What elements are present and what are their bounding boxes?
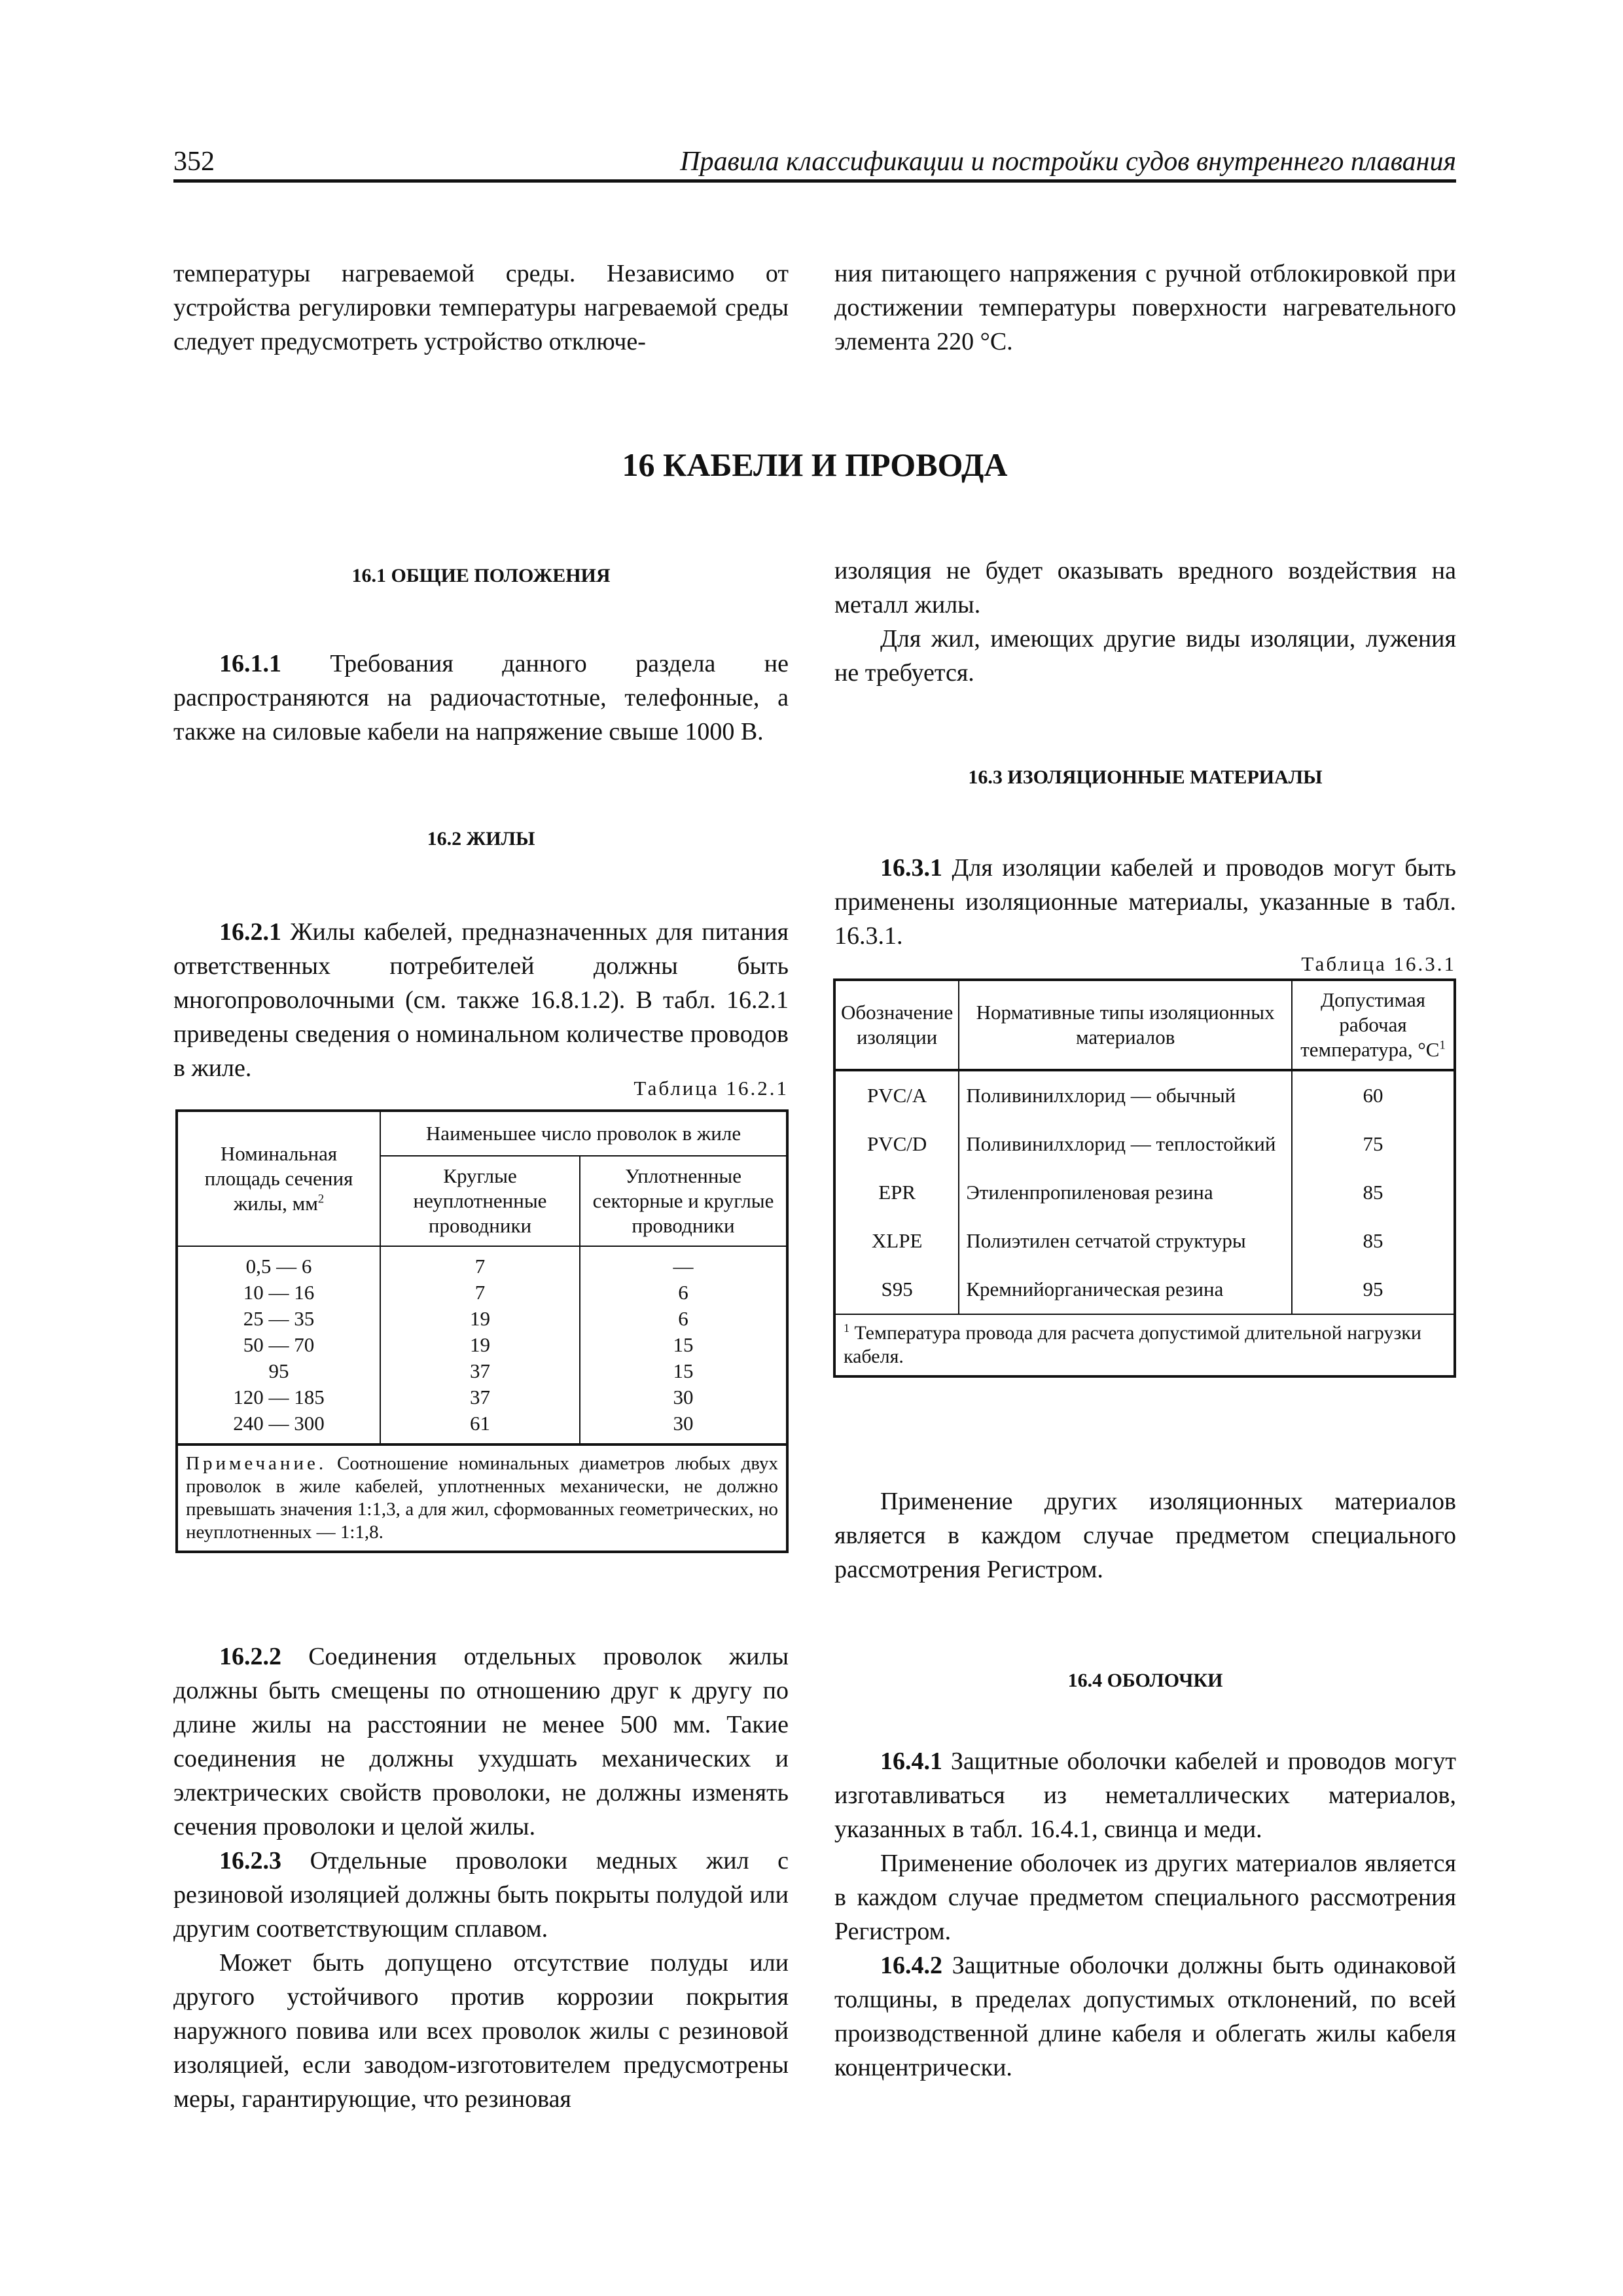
material-name: Кремнийорганическая резина xyxy=(959,1265,1292,1314)
header-compact-conductors: Уплотненные секторные и круглые проводники xyxy=(580,1156,787,1246)
material-name: Поливинилхлорид — теплостойкий xyxy=(959,1120,1292,1168)
max-temperature: 60 xyxy=(1292,1070,1455,1120)
clause-text: Для изоляции кабелей и проводов могут быть применены изоляционные материалы, указанные в табл. 16.3.1. xyxy=(834,854,1456,950)
table-cell: — xyxy=(673,1255,694,1278)
table-row xyxy=(834,1070,1455,1120)
table-cell: 240 — 300 xyxy=(233,1412,325,1435)
section-16-4-text xyxy=(834,1744,1456,2085)
table-cell: 19 xyxy=(470,1333,490,1356)
table-note xyxy=(177,1444,787,1552)
max-temperature: 85 xyxy=(1292,1168,1455,1217)
paragraph-16-1-1 xyxy=(173,647,789,749)
table-footnote-row xyxy=(834,1314,1455,1376)
table-16-3-1 xyxy=(833,978,1456,1378)
clause-number: 16.4.2 xyxy=(880,1952,942,1979)
insulation-code: XLPE xyxy=(834,1217,959,1265)
table-cell: 0,5 — 6 xyxy=(245,1255,312,1278)
clause-text: Отдельные проволоки медных жил с резиновой изоляцией должны быть покрыты полудой или другим соответствующим сплавом. xyxy=(173,1847,789,1943)
insulation-code: EPR xyxy=(834,1168,959,1217)
table-cell: 7 xyxy=(474,1255,486,1278)
max-temperature: 75 xyxy=(1292,1120,1455,1168)
insulation-code: PVC/D xyxy=(834,1120,959,1168)
column-sections xyxy=(177,1246,380,1444)
table-cell: 10 — 16 xyxy=(243,1281,315,1304)
max-temperature: 85 xyxy=(1292,1217,1455,1265)
paragraph-other-insulation: Для жил, имеющих другие виды изоляции, лужения не требуется. xyxy=(834,625,1456,687)
material-name: Полиэтилен сетчатой структуры xyxy=(959,1217,1292,1265)
table-cell: 120 — 185 xyxy=(233,1386,325,1408)
section-heading-16-1: 16.1 ОБЩИЕ ПОЛОЖЕНИЯ xyxy=(351,565,611,586)
table-16-2-1-caption: Таблица 16.2.1 xyxy=(633,1077,789,1100)
table-cell: 25 — 35 xyxy=(243,1307,315,1330)
table-row xyxy=(834,1217,1455,1265)
section-heading-16-2: 16.2 ЖИЛЫ xyxy=(427,828,535,850)
paragraph-16-2-3-cont: Может быть допущено отсутствие полуды или другого устойчивого против коррозии покрытия наружного повива или всех проволок жилы с резиновой изоляцией, если заводом-изготовителем предусмотрены меры, гарантирующие, что резиновая xyxy=(173,1949,789,2113)
paragraph-16-3-1 xyxy=(834,851,1456,953)
table-row xyxy=(834,1120,1455,1168)
top-right-text-block xyxy=(834,257,1456,359)
header-label: Допустимая рабочая температура, °С xyxy=(1300,988,1440,1061)
paragraph-16-2-2 xyxy=(173,1640,789,1844)
table-body-row xyxy=(177,1246,787,1444)
superscript: 1 xyxy=(1439,1038,1446,1052)
section-16-1-text xyxy=(173,647,789,749)
paragraph-16-2-3 xyxy=(173,1844,789,1946)
table-row xyxy=(834,1265,1455,1314)
paragraph-16-4-1 xyxy=(834,1744,1456,1846)
paragraph-other-sheaths: Применение оболочек из других материалов является в каждом случае предметом специального рассмотрения Регистром. xyxy=(834,1850,1456,1945)
section-heading-16-3: 16.3 ИЗОЛЯЦИОННЫЕ МАТЕРИАЛЫ xyxy=(968,766,1323,788)
note-text: Соотношение номинальных диаметров любых двух проволок в жиле кабелей, уплотненных механически, не должно превышать значения 1:1,3, а для жил, сформованных геометрических, но неуплотненных — 1:1,8. xyxy=(186,1453,778,1543)
paragraph-16-4-2 xyxy=(834,1948,1456,2085)
insulation-code: S95 xyxy=(834,1265,959,1314)
section-16-2-text xyxy=(173,915,789,1085)
table-note-row xyxy=(177,1444,787,1552)
table-cell: 15 xyxy=(673,1359,694,1382)
paragraph-16-2-1 xyxy=(173,915,789,1085)
table-cell: 61 xyxy=(470,1412,490,1435)
table-cell: 30 xyxy=(673,1412,694,1435)
section-heading-16-4: 16.4 ОБОЛОЧКИ xyxy=(1067,1670,1223,1691)
header-rule xyxy=(173,179,1456,183)
table-header-row xyxy=(177,1111,787,1156)
table-cell: 6 xyxy=(678,1281,688,1304)
table-cell: 7 xyxy=(474,1281,486,1304)
header-group: Наименьшее число проволок в жиле xyxy=(380,1111,787,1156)
clause-text: Жилы кабелей, предназначенных для питания ответственных потребителей должны быть многопроволочными (см. также 16.8.1.2). В табл. 16.2.1 приведены сведения о номинальном количестве проводов в жиле. xyxy=(173,918,789,1082)
table-16-3-1-caption: Таблица 16.3.1 xyxy=(1301,952,1456,975)
table-cell: 15 xyxy=(673,1333,694,1356)
table-row xyxy=(834,1168,1455,1217)
table-cell: 95 xyxy=(268,1359,289,1382)
table-cell: 50 — 70 xyxy=(243,1333,315,1356)
table-footnote xyxy=(834,1314,1455,1376)
clause-text: Требования данного раздела не распространяются на радиочастотные, телефонные, а также на силовые кабели на напряжение свыше 1000 В. xyxy=(173,650,789,745)
clause-number: 16.2.2 xyxy=(219,1643,281,1670)
clause-text: Защитные оболочки должны быть одинаковой толщины, в пределах допустимых отклонений, по всей производственной длине кабеля и облегать жилы кабеля концентрически. xyxy=(834,1952,1457,2081)
clause-text: Соединения отдельных проволок жилы должны быть смещены по отношению друг к другу по длине жилы на расстоянии не менее 500 мм. Такие соединения не должны ухудшать механических и электрических свойств проволоки, не должны изменять сечения проволоки и целой жилы. xyxy=(173,1643,789,1840)
header-material-types: Нормативные типы изоляционных материалов xyxy=(959,980,1292,1070)
column-compact xyxy=(580,1246,787,1444)
material-name: Этиленпропиленовая резина xyxy=(959,1168,1292,1217)
footnote-text: Температура провода для расчета допустимой длительной нагрузки кабеля. xyxy=(844,1322,1421,1367)
paragraph: температуры нагреваемой среды. Независимо от устройства регулировки температуры нагреваемой среды следует предусмотреть устройство отключе- xyxy=(173,260,789,355)
paragraph-continuation: изоляция не будет оказывать вредного воздействия на металл жилы. xyxy=(834,557,1456,619)
table-cell: 37 xyxy=(470,1386,490,1408)
table-header-row xyxy=(834,980,1455,1070)
table-cell: 19 xyxy=(470,1307,490,1330)
right-column-start xyxy=(834,554,1456,690)
section-16-3-text xyxy=(834,851,1456,953)
note-label: Примечание. xyxy=(186,1453,327,1474)
clause-number: 16.2.3 xyxy=(219,1847,281,1874)
clause-number: 16.1.1 xyxy=(219,650,281,677)
table-cell: 30 xyxy=(673,1386,694,1408)
paragraph-other-materials: Применение других изоляционных материалов является в каждом случае предметом специального рассмотрения Регистром. xyxy=(834,1488,1456,1583)
insulation-code: PVC/A xyxy=(834,1070,959,1120)
paragraph: ния питающего напряжения с ручной отблокировкой при достижении температуры поверхности нагревательного элемента 220 °С. xyxy=(834,260,1456,355)
page-number: 352 xyxy=(173,147,215,177)
header-label: Номинальная площадь сечения жилы, мм xyxy=(204,1142,353,1215)
section-16-2-continued xyxy=(173,1640,789,2116)
clause-number: 16.3.1 xyxy=(880,854,942,882)
clause-number: 16.2.1 xyxy=(219,918,281,946)
table-cell: 37 xyxy=(470,1359,490,1382)
running-title: Правила классификации и постройки судов внутреннего плавания xyxy=(680,147,1456,177)
header-nominal-section xyxy=(177,1111,380,1246)
superscript: 2 xyxy=(317,1192,325,1206)
clause-number: 16.4.1 xyxy=(880,1748,942,1775)
clause-text: Защитные оболочки кабелей и проводов могут изготавливаться из неметаллических материалов, указанных в табл. 16.4.1, свинца и меди. xyxy=(834,1748,1456,1843)
table-cell: 6 xyxy=(678,1307,688,1330)
column-round xyxy=(380,1246,580,1444)
section-16-3-continued xyxy=(834,1484,1456,1587)
page-header xyxy=(173,145,1456,182)
top-left-text-block xyxy=(173,257,789,359)
chapter-title: 16 КАБЕЛИ И ПРОВОДА xyxy=(622,446,1008,483)
material-name: Поливинилхлорид — обычный xyxy=(959,1070,1292,1120)
max-temperature: 95 xyxy=(1292,1265,1455,1314)
header-temperature xyxy=(1292,980,1455,1070)
table-16-2-1 xyxy=(175,1109,789,1553)
footnote-marker: 1 xyxy=(844,1321,849,1335)
header-designation: Обозначение изоляции xyxy=(834,980,959,1070)
header-round-conductors: Круглые неуплотненные проводники xyxy=(380,1156,580,1246)
